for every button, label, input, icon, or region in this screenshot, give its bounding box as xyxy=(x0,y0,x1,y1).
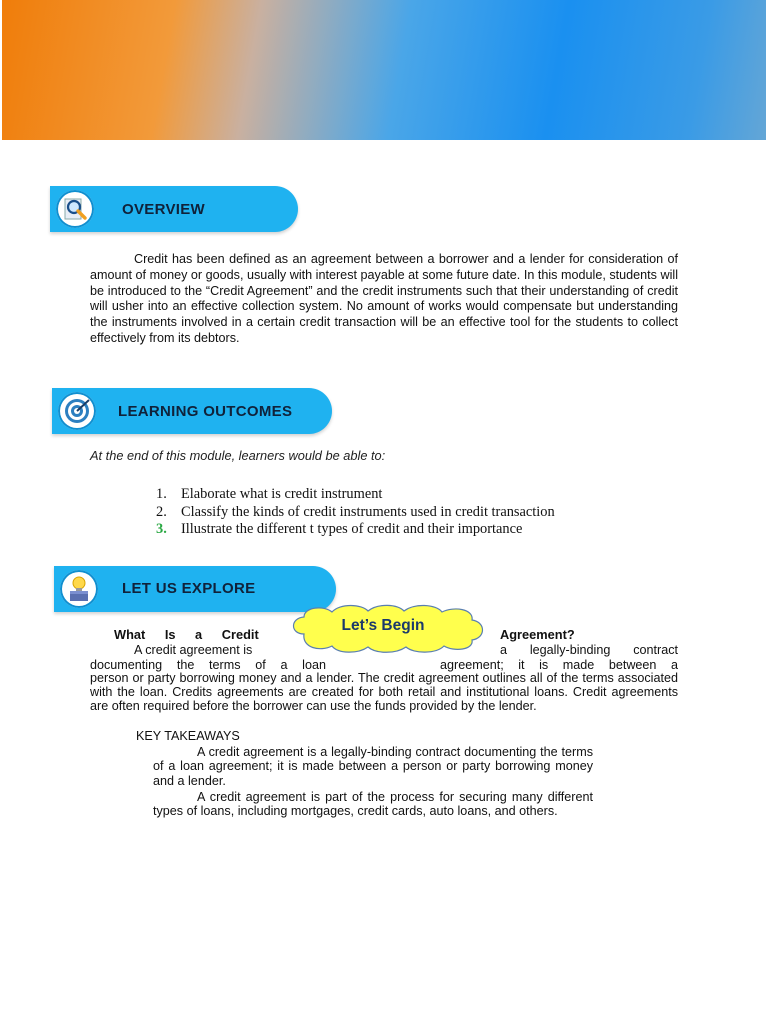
header-banner xyxy=(2,0,766,140)
key-takeaways-heading: KEY TAKEAWAYS xyxy=(136,729,240,743)
outcome-item: 2. Classify the kinds of credit instruments used in credit transaction xyxy=(156,503,555,520)
overview-header xyxy=(50,186,298,232)
outcomes-list xyxy=(156,486,555,539)
takeaway-1: A credit agreement is a legally-binding contract documenting the terms of a loan agreement; it is made between a person or party borrowing money and a lender. xyxy=(153,745,593,788)
overview-paragraph: Credit has been defined as an agreement between a borrower and a lender for consideration of amount of money or goods, usually with interest payable at some future date. In this module, students will be introduced to the “Credit Agreement” and the credit instruments such that their understanding of credit will usher into an effective collection system. No amount of works would compensate but understanding the instruments involved in a certain credit transaction will be an effective tool for the students to collect effectively from its debtors. xyxy=(90,252,678,345)
lets-begin-cloud xyxy=(286,604,494,654)
learning-outcomes-header xyxy=(52,388,332,434)
target-icon xyxy=(58,392,96,430)
learning-outcomes-title: LEARNING OUTCOMES xyxy=(118,403,293,420)
takeaway-2: A credit agreement is part of the process for securing many different types of loans, including mortgages, credit cards, auto loans, and others. xyxy=(153,790,593,819)
overview-title: OVERVIEW xyxy=(122,201,205,218)
outcome-item: 3. Illustrate the different t types of credit and their importance xyxy=(156,521,523,538)
magnifier-document-icon xyxy=(56,190,94,228)
cloud-label: Let’s Begin xyxy=(341,617,425,634)
explore-title: LET US EXPLORE xyxy=(122,580,256,597)
question-part-1: What Is a Credit xyxy=(114,627,259,642)
explore-paragraph: person or party borrowing money and a lender. The credit agreement outlines all of the terms associated with the loan. Credits agreements are created for both retail and institutional loans. Credit agreements are often required before the borrower can use the funds provided by the lender. xyxy=(90,671,678,714)
lightbulb-box-icon xyxy=(60,570,98,608)
question-part-2: Agreement? xyxy=(500,627,575,642)
outcomes-intro: At the end of this module, learners would be able to: xyxy=(90,448,386,463)
outcome-item: 1. Elaborate what is credit instrument xyxy=(156,486,383,502)
